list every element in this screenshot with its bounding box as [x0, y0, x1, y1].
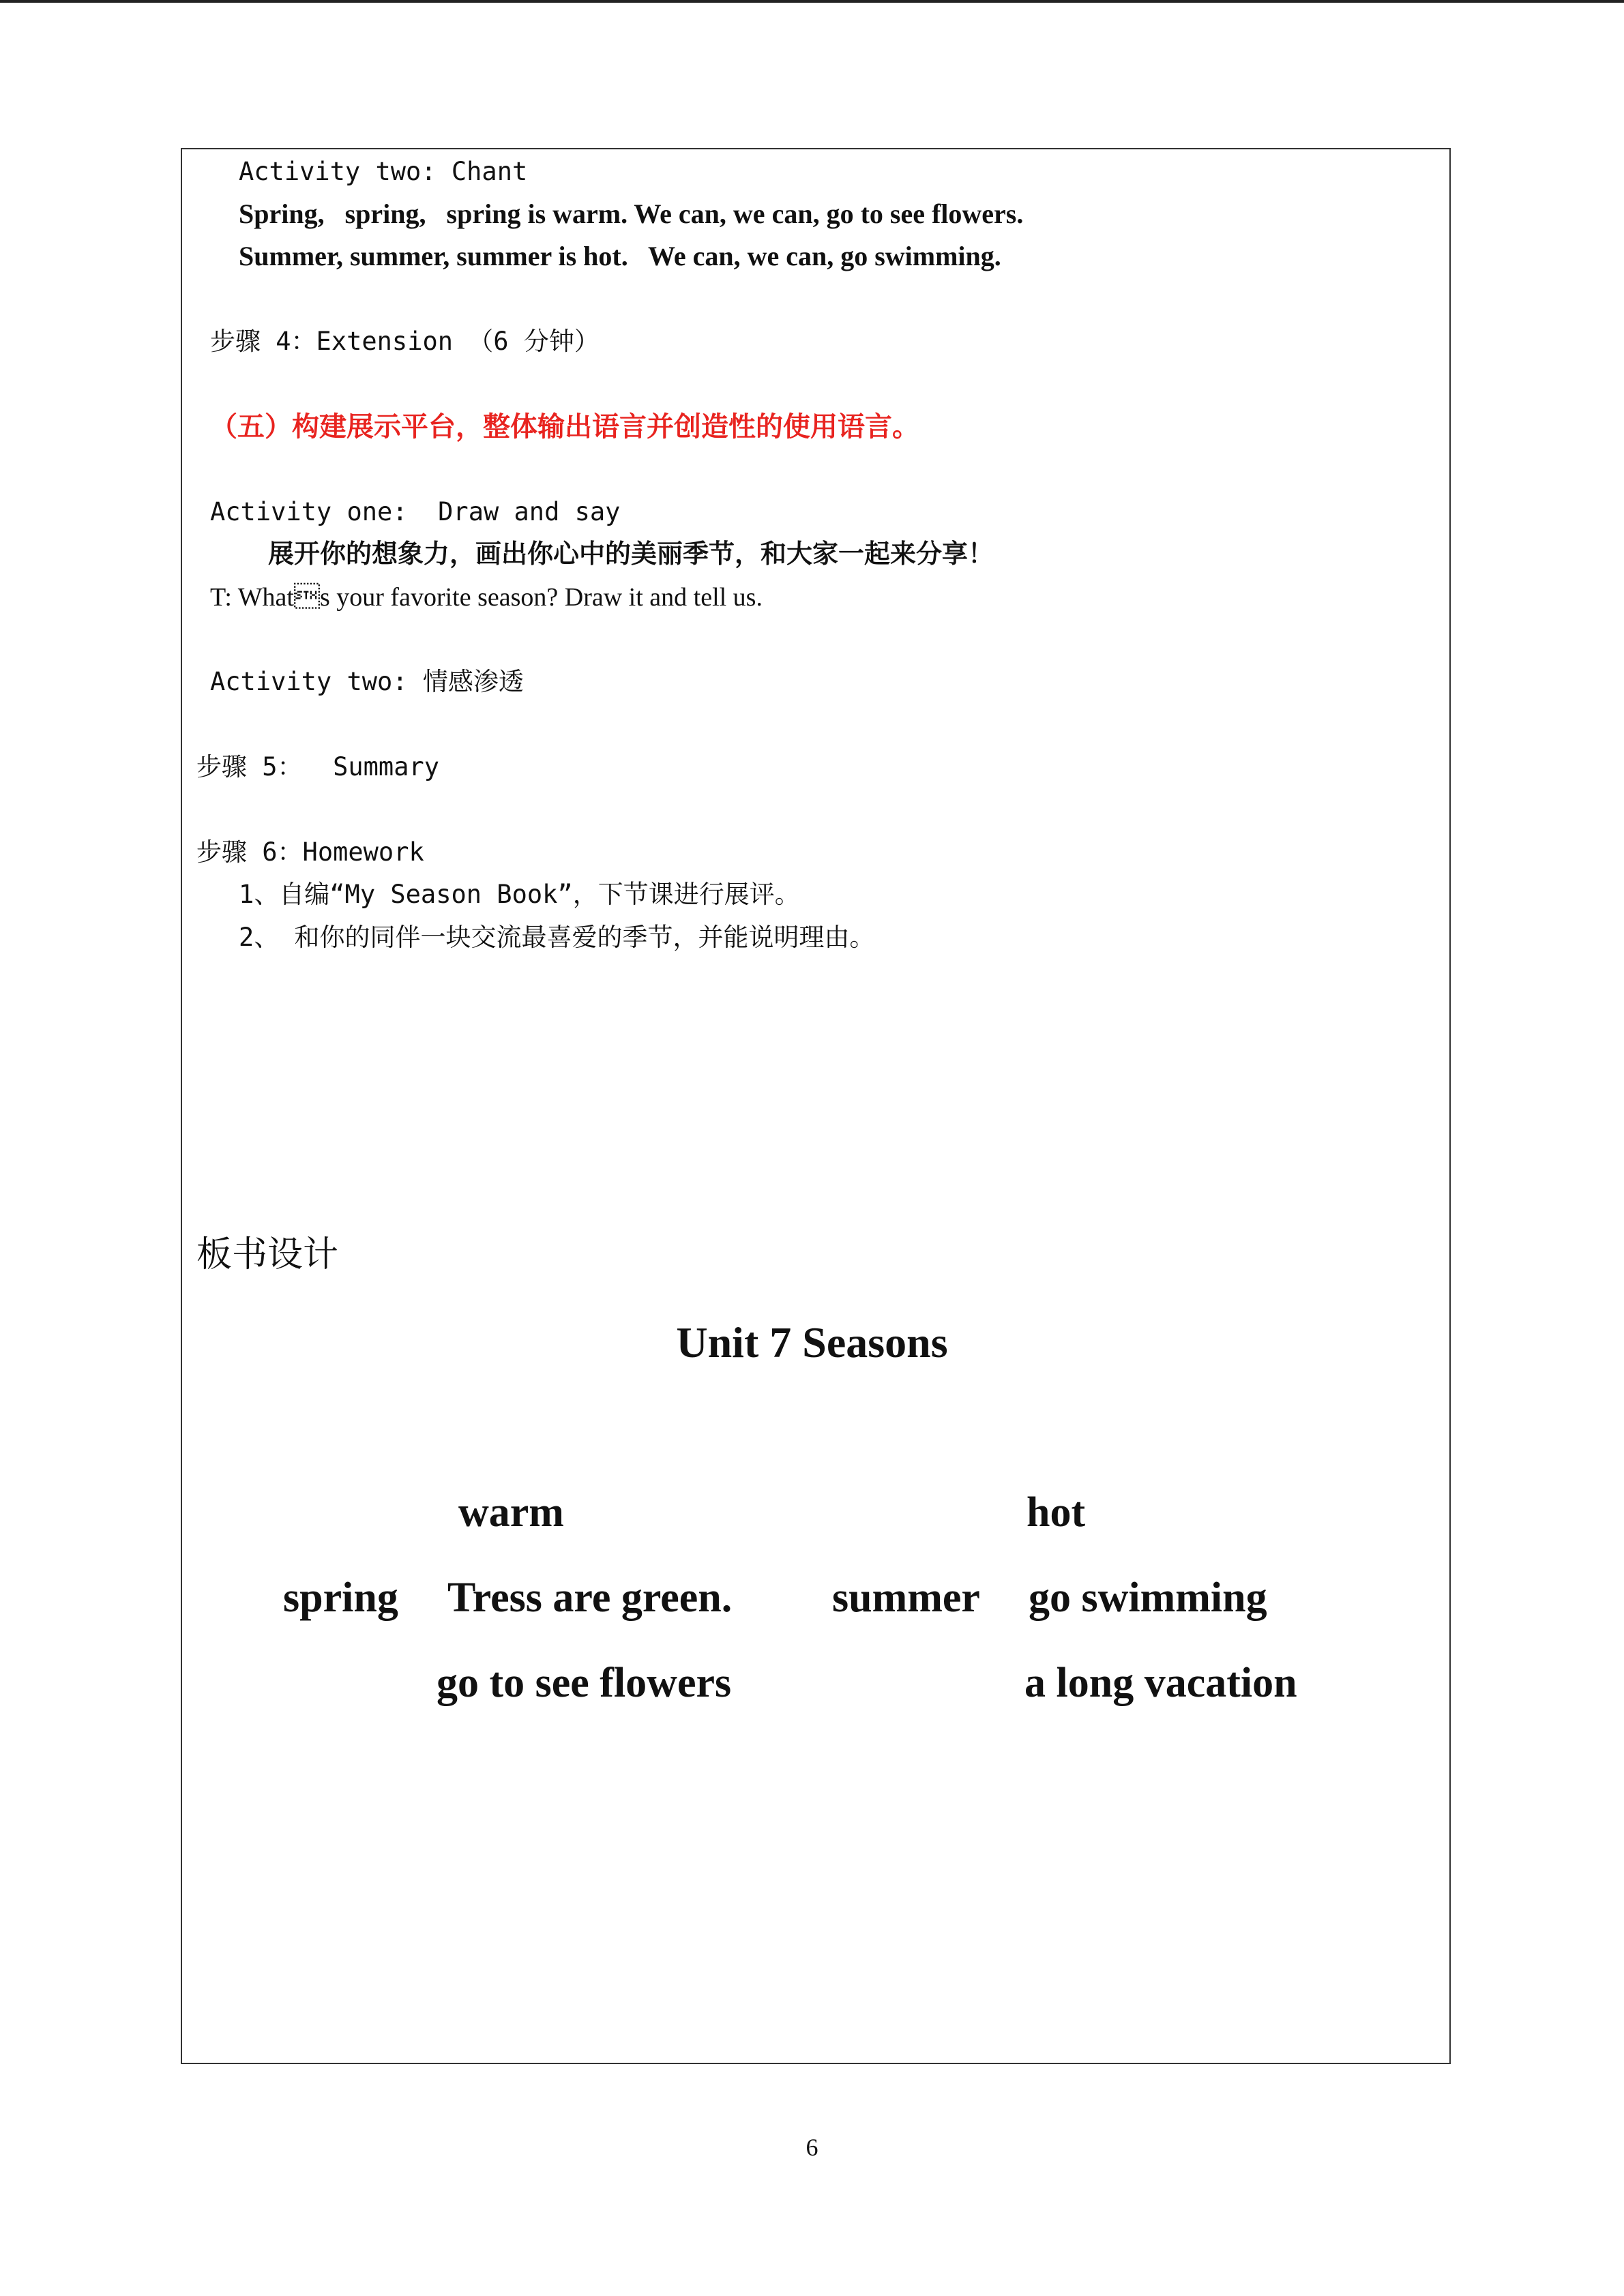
top-rule: [0, 0, 1624, 3]
page-number: 6: [806, 2134, 818, 2161]
spring-word-green: Tress are green.: [447, 1575, 733, 1621]
summer-word-hot: hot: [1027, 1489, 1086, 1536]
chant-line-1: Spring, spring, spring is warm. We can, we can, go to see flowers.: [239, 198, 1024, 229]
spring-word-warm: warm: [458, 1489, 564, 1536]
chant-line-2: Summer, summer, summer is hot. We can, we can, go swimming.: [239, 241, 1001, 271]
step4-heading: 步骤 4：Extension （6 分钟）: [210, 327, 600, 356]
summer-word-swimming: go swimming: [1029, 1575, 1267, 1621]
summer-season-label: summer: [832, 1575, 980, 1621]
step5-heading: 步骤 5： Summary: [196, 752, 440, 781]
teacher-prompt: T: Whats your favorite season? Draw it and tell us.: [210, 583, 763, 612]
step6-heading: 步骤 6：Homework: [196, 837, 424, 867]
homework-item-2: 2、 和你的同伴一块交流最喜爱的季节，并能说明理由。: [239, 923, 875, 952]
activity-two-heading: Activity two: 情感渗透: [210, 667, 524, 696]
activity-one-heading: Activity one: Draw and say: [210, 497, 621, 526]
spring-word-flowers: go to see flowers: [437, 1660, 732, 1706]
board-design-heading: 板书设计: [196, 1234, 339, 1275]
activity-one-instruction: 展开你的想象力，画出你心中的美丽季节，和大家一起来分享！: [268, 540, 994, 569]
chant-heading: Activity two: Chant: [239, 157, 528, 186]
summer-word-vacation: a long vacation: [1024, 1660, 1297, 1706]
spring-season-label: spring: [283, 1575, 398, 1621]
homework-item-1: 1、自编“My Season Book”，下节课进行展评。: [239, 880, 800, 909]
step4-goal: （五）构建展示平台，整体输出语言并创造性的使用语言。: [210, 411, 919, 442]
board-title: Unit 7 Seasons: [676, 1318, 948, 1367]
